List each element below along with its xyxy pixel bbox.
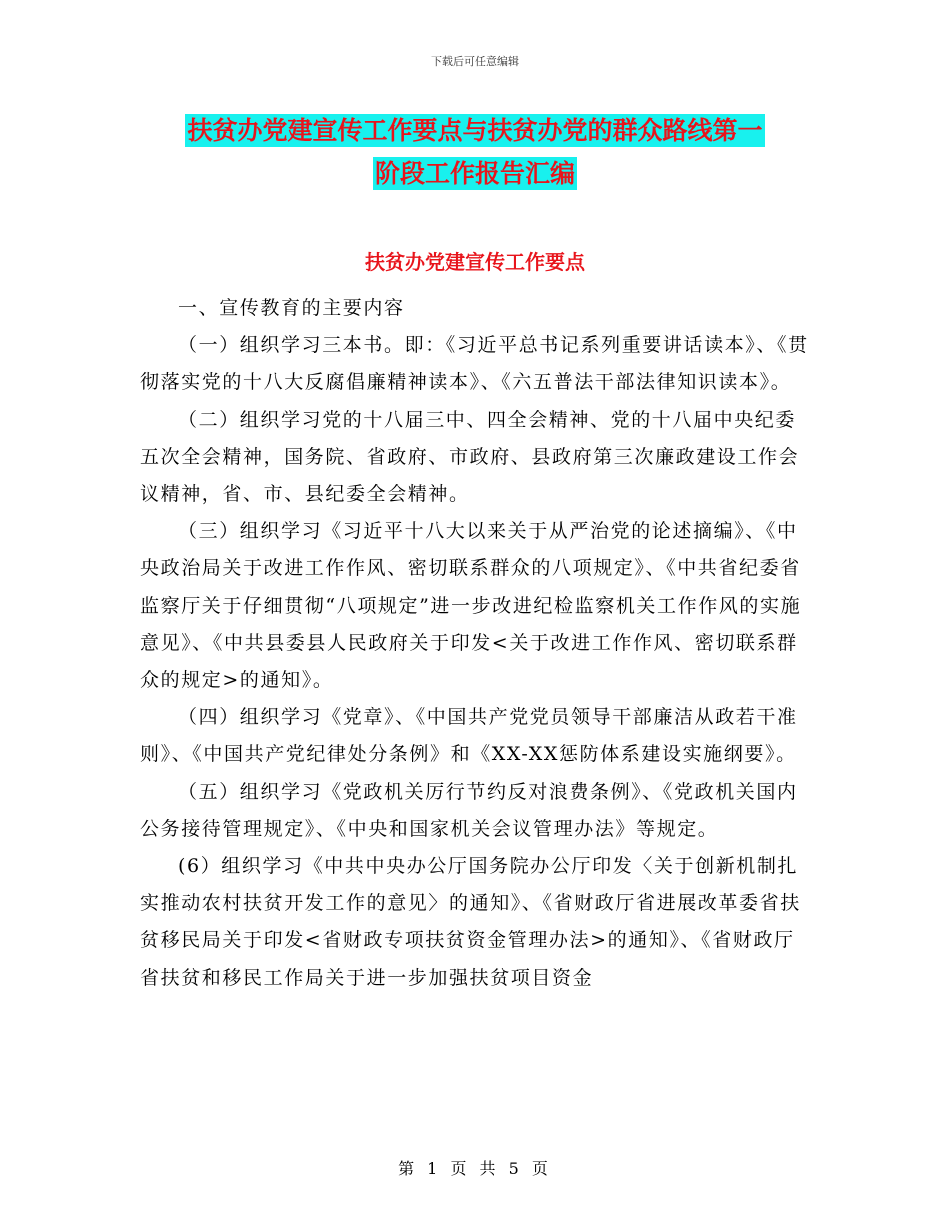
paragraph: （四）组织学习《党章》、《中国共产党党员领导干部廉洁从政若干准则》、《中国共产党纪律处分条例》和《XX-XX惩防体系建设实施纲要》。 — [140, 706, 798, 766]
paragraph: （五）组织学习《党政机关厉行节约反对浪费条例》、《党政机关国内公务接待管理规定》、《中央和国家机关会议管理办法》等规定。 — [140, 780, 798, 840]
section-title: 扶贫办党建宣传工作要点 — [365, 250, 585, 274]
main-title-line1-text: 扶贫办党建宣传工作要点与扶贫办党的群众路线第一 — [187, 116, 763, 145]
paragraph: (6）组织学习《中共中央办公厅国务院办公厅印发〈关于创新机制扎实推动农村扶贫开发工作的意见〉的通知》、《省财政厅省进展改革委省扶贫移民局关于印发<省财政专项扶贫资金管理办法>的通知》、《省财政厅省扶贫和移民工作局关于进一步加强扶贫项目资金 — [140, 855, 801, 989]
paragraph: （二）组织学习党的十八届三中、四全会精神、党的十八届中央纪委五次全会精神，国务院、省政府、市政府、县政府第三次廉政建设工作会议精神，省、市、县纪委全会精神。 — [140, 408, 800, 506]
paragraph: （一）组织学习三本书。即：《习近平总书记系列重要讲话读本》、《贯彻落实党的十八大反腐倡廉精神读本》、《六五普法干部法律知识读本》。 — [140, 334, 809, 394]
body-content — [140, 290, 812, 997]
header-note: 下载后可任意编辑 — [431, 55, 519, 68]
main-title-line2-text: 阶段工作报告汇编 — [374, 159, 575, 188]
paragraph: （三）组织学习《习近平十八大以来关于从严治党的论述摘编》、《中央政治局关于改进工作作风、密切联系群众的八项规定》、《中共省纪委省监察厅关于仔细贯彻“八项规定”进一步改进纪检监察机关工作作风的实施意见》、《中共县委县人民政府关于印发<关于改进工作作风、密切联系群众的规定>的通知》。 — [140, 520, 802, 692]
page-footer: 第 1 页 共 5 页 — [398, 1159, 552, 1178]
main-title-line1 — [140, 108, 810, 154]
paragraph-heading: 一、宣传教育的主要内容 — [178, 297, 405, 319]
main-title-line2 — [140, 151, 810, 197]
